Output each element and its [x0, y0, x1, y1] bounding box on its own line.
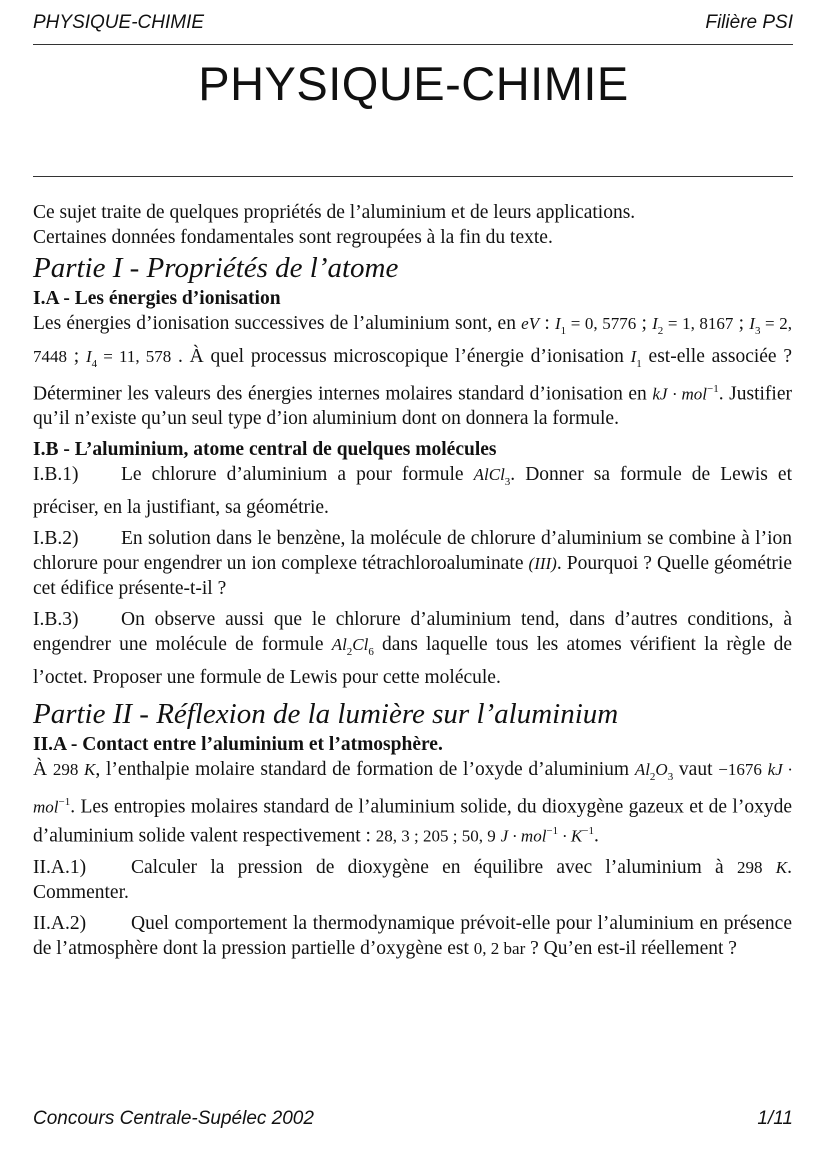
entropy-unit-2: · K	[558, 826, 583, 846]
formula-al2cl6-cl: Cl	[352, 635, 369, 655]
I1-subscript: 1	[560, 324, 567, 337]
I1-label-ref: I	[630, 346, 637, 366]
unit-kj-mol-exponent: −1	[707, 382, 719, 395]
section-IIA-paragraph	[33, 757, 792, 849]
IIA1-temperature: 298	[737, 857, 763, 877]
IIA-text-4: . Les entropies molaires standard de l’aluminium solide, du dioxygène gazeux et de l’oxyde d’aluminium solide valent respectivement :	[33, 796, 792, 847]
IIA-text-1: À	[33, 759, 53, 781]
section-IB-title: I.B - L’aluminium, atome central de quelques molécules	[33, 439, 497, 461]
section-IA-paragraph	[33, 311, 792, 431]
I4-value: = 11, 578	[97, 346, 172, 366]
IB3-text-b: dans laquelle tous les atomes vérifient la règle de l’octet. Proposer une formule de Lewis pour cette molécule.	[33, 634, 792, 689]
temperature-value: 298	[52, 760, 79, 780]
formula-al2o3-al: Al	[634, 760, 650, 780]
unit-kj-mol: kJ · mol	[652, 384, 708, 404]
IIA1-temperature-unit: K	[775, 857, 788, 877]
entropy-values: 28, 3 ; 205 ; 50, 9	[375, 826, 496, 846]
question-IB3-number: I.B.3)	[33, 609, 79, 631]
entropy-unit-exponent-2: −1	[582, 825, 594, 838]
formula-alcl3: AlCl	[473, 465, 505, 485]
footer-page-number: 1/11	[757, 1108, 793, 1129]
formula-al2cl6-sub-1: 2	[346, 646, 353, 659]
header-rule	[33, 44, 793, 45]
IA-text-3: . À quel processus microscopique l’énergie d’ionisation	[171, 345, 631, 367]
I3-subscript: 3	[754, 324, 761, 337]
IA-text-2: :	[539, 313, 555, 334]
temperature-unit: K	[84, 760, 96, 780]
IIA1-text-b: . Commenter.	[33, 856, 792, 903]
separator-3: ;	[67, 345, 86, 367]
IB2-text-b: . Pourquoi ? Quelle géométrie cet édifice présente-t-il ?	[33, 553, 792, 600]
IIA2-text-a: Quel comportement la thermodynamique prévoit-elle pour l’aluminium en présence de l’atmosphère dont la pression partielle d’oxygène est	[33, 912, 792, 959]
intro-paragraph	[33, 200, 792, 250]
question-IB3	[33, 607, 792, 690]
formula-al2cl6-al: Al	[331, 635, 347, 655]
unit-ev: eV	[521, 314, 540, 333]
separator-2: ;	[733, 313, 750, 334]
title-rule	[33, 176, 793, 177]
I4-label: I	[85, 346, 92, 366]
intro-line-1: Ce sujet traite de quelques propriétés de l’aluminium et de leurs applications.	[33, 202, 636, 223]
question-IIA1-number: II.A.1)	[33, 856, 87, 878]
section-IIA-title: II.A - Contact entre l’aluminium et l’atmosphère.	[33, 734, 443, 756]
IB1-text-a: Le chlorure d’aluminium a pour formule	[121, 464, 474, 486]
oxidation-state-III: (III)	[528, 554, 557, 574]
question-IB2	[33, 526, 792, 601]
footer-contest: Concours Centrale-Supélec 2002	[33, 1108, 314, 1129]
enthalpy-unit: kJ · mol	[33, 760, 793, 817]
page-title: PHYSIQUE-CHIMIE	[198, 57, 629, 110]
enthalpy-value: −1676	[718, 760, 762, 780]
I2-label: I	[652, 314, 658, 333]
IB1-text-b: . Donner sa formule de Lewis et préciser, en la justifiant, sa géométrie.	[33, 464, 792, 519]
document-body	[33, 200, 792, 967]
intro-line-2: Certaines données fondamentales sont regroupées à la fin du texte.	[33, 227, 553, 248]
question-IB2-number: I.B.2)	[33, 528, 79, 550]
question-IIA2-number: II.A.2)	[33, 912, 87, 934]
IB2-text-a: En solution dans le benzène, la molécule de chlorure d’aluminium se combine à l’ion chlorure pour engendrer un ion complexe tétrachloroaluminate	[33, 528, 792, 575]
I1-subscript-ref: 1	[636, 357, 642, 370]
IA-text-5: . Justifier qu’il n’existe qu’un seul type d’ion aluminium dont on donnera la formule.	[33, 383, 792, 430]
IIA2-pressure-value: 0, 2 bar	[473, 938, 526, 958]
section-IA-title: I.A - Les énergies d’ionisation	[33, 288, 281, 309]
I3-value: = 2, 7448	[33, 314, 792, 366]
formula-al2cl6-sub-2: 6	[368, 646, 374, 659]
IIA-text-3: vaut	[673, 759, 719, 781]
I2-value: = 1, 8167	[663, 314, 734, 333]
I2-subscript: 2	[657, 324, 664, 337]
enthalpy-unit-exponent: −1	[58, 795, 71, 808]
part-2-title: Partie II - Réflexion de la lumière sur l’aluminium	[33, 698, 619, 731]
I4-subscript: 4	[91, 357, 98, 370]
formula-al2o3-o: O	[655, 760, 668, 780]
entropy-unit-exponent-1: −1	[546, 825, 559, 838]
question-IIA2	[33, 911, 792, 961]
header-filiere: Filière PSI	[705, 12, 793, 33]
I1-label: I	[554, 314, 561, 333]
entropy-unit-1: J · mol	[500, 826, 547, 846]
IB3-text-a: On observe aussi que le chlorure d’aluminium tend, dans d’autres conditions, à engendrer une molécule de formule	[33, 609, 792, 656]
question-IB1	[33, 462, 792, 520]
separator-1: ;	[636, 313, 653, 334]
formula-al2o3-sub-1: 2	[649, 770, 656, 783]
formula-alcl3-subscript: 3	[504, 476, 511, 489]
IIA1-text-a: Calculer la pression de dioxygène en équilibre avec l’aluminium à	[131, 856, 737, 878]
header-subject: PHYSIQUE-CHIMIE	[33, 12, 205, 33]
IIA-text-5: .	[593, 825, 599, 847]
I1-value: = 0, 5776	[566, 314, 637, 333]
question-IIA1	[33, 855, 792, 905]
IA-text-1: Les énergies d’ionisation successives de l’aluminium sont, en	[33, 313, 522, 334]
question-IB1-number: I.B.1)	[33, 464, 79, 486]
I3-label: I	[749, 314, 755, 333]
IIA-text-2: , l’enthalpie molaire standard de formation de l’oxyde d’aluminium	[95, 759, 635, 781]
IIA2-text-b: ? Qu’en est-il réellement ?	[525, 937, 737, 959]
part-1-title: Partie I - Propriétés de l’atome	[33, 252, 399, 284]
IA-text-4: est-elle associée ? Déterminer les valeurs des énergies internes molaires standard d’ionisation en	[33, 345, 792, 405]
formula-al2o3-sub-2: 3	[667, 770, 674, 783]
